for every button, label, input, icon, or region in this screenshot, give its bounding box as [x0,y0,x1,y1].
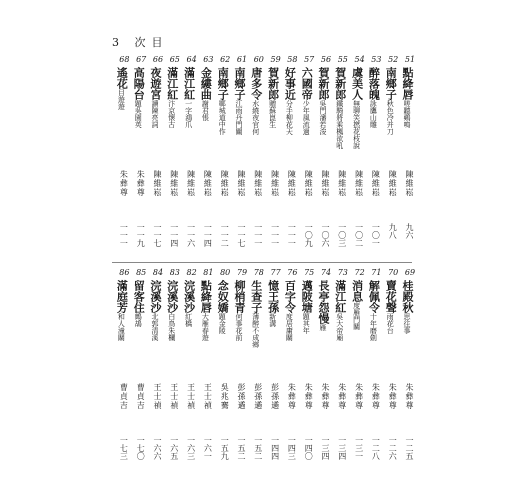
entry-author: 陳維崧 [388,170,398,197]
entry-number: 86 [119,268,130,277]
entry-number: 85 [136,268,147,277]
entry-author: 朱彝尊 [321,383,330,410]
entry-number: 73 [337,268,348,277]
entry-number: 67 [136,55,147,64]
entry-author: 陳維崧 [337,170,347,197]
entry-number: 82 [186,268,197,277]
entry-subtitle: 鐵騎將乘楓欲吼 [335,100,344,149]
entry-page-number: 一一二 [220,223,230,247]
entry-title [301,67,312,135]
toc-entry[interactable] [250,268,268,468]
entry-tune-name: 南鄉子 [216,67,230,100]
entry-page-number: 一七〇 [136,436,146,460]
entry-author: 陳維崧 [153,170,162,197]
entry-title [133,67,144,128]
entry-title [184,67,195,128]
toc-entry[interactable] [317,268,335,468]
entry-subtitle: 北郭清溪 [151,313,159,341]
toc-entry[interactable] [351,268,369,468]
toc-entry[interactable] [233,55,251,255]
entry-author: 王士禎 [169,383,179,410]
entry-number: 75 [304,268,315,277]
entry-title [251,67,262,135]
entry-number: 60 [253,55,264,64]
toc-entry[interactable] [199,268,217,468]
entry-tune-name: 浣溪沙 [149,280,162,313]
entry-author: 朱彝尊 [304,383,314,410]
entry-number: 71 [371,268,382,277]
toc-entry[interactable] [300,268,318,468]
entry-page-number: 一一四 [203,223,213,247]
entry-number: 77 [270,268,281,277]
entry-title [167,67,178,128]
entry-author: 朱彝尊 [287,383,297,410]
entry-title [402,67,413,128]
entry-author: 朱彝尊 [337,383,347,410]
entry-page-number: 一七三 [119,436,129,460]
entry-page-number: 一四〇 [304,436,314,460]
entry-page-number: 一五二 [253,436,263,460]
entry-tune-name: 滿庭芳 [115,280,129,313]
toc-entry[interactable] [300,55,318,255]
entry-tune-name: 點絳唇 [199,280,213,313]
entry-title [234,67,245,135]
entry-number: 55 [337,55,348,64]
entry-page-number: 一四三 [287,436,297,460]
entry-tune-name: 夜遊宮 [149,67,162,100]
entry-title [268,280,279,327]
entry-number: 61 [236,55,248,64]
entry-title [217,280,228,334]
entry-author: 朱彝尊 [371,383,381,410]
entry-number: 72 [354,268,365,277]
entry-author: 陳維崧 [371,170,381,197]
entry-title [368,280,379,341]
entry-author: 陳維崧 [203,170,213,197]
entry-title [318,280,329,331]
entry-number: 66 [152,55,164,64]
entry-author: 陳維崧 [237,170,246,197]
entry-tune-name: 好事近 [283,67,297,100]
entry-title [368,67,379,128]
entry-page-number: 一二八 [371,436,381,460]
entry-title [133,280,144,327]
entry-author: 陳維崧 [169,170,179,197]
entry-tune-name: 解佩令 [367,280,381,313]
toc-entry[interactable] [183,268,201,468]
toc-entry[interactable] [351,55,369,255]
entry-title [200,280,211,341]
entry-tune-name: 念奴嬌 [216,280,230,313]
toc-entry[interactable] [267,268,285,468]
entry-tune-name: 浣溪沙 [182,280,196,313]
entry-page-number: 九六 [405,223,414,239]
toc-entry[interactable] [233,268,251,468]
toc-entry[interactable] [250,55,268,255]
entry-page-number: 一〇九 [304,223,314,247]
toc-entry[interactable] [384,55,402,255]
entry-author: 王士禎 [186,383,196,410]
toc-entry[interactable] [283,55,301,255]
entry-title [251,280,262,348]
entry-author: 王士禎 [203,383,213,410]
toc-entry[interactable] [283,268,301,468]
entry-subtitle: 度居庸關 [285,313,294,341]
entry-title [284,67,295,135]
entry-tune-name: 長亭怨慢 [317,280,330,324]
entry-number: 80 [220,268,231,277]
entry-title [385,67,396,135]
entry-author: 朱彝尊 [354,383,364,410]
toc-entry[interactable] [183,55,201,255]
entry-number: 58 [287,55,298,64]
entry-tune-name: 高陽台 [132,67,146,100]
entry-subtitle: 薄醉不成鄉 [251,313,260,348]
entry-tune-name: 浣溪沙 [165,280,179,313]
entry-page-number: 一一九 [136,223,146,247]
entry-subtitle: 分手柳花天 [285,100,294,135]
entry-author: 陳維崧 [321,170,330,197]
entry-number: 79 [236,268,248,277]
entry-page-number: 一五九 [220,436,230,460]
entry-number: 70 [388,268,399,277]
entry-number: 64 [186,55,197,64]
entry-author: 曹貞吉 [119,383,129,410]
toc-entry[interactable] [132,55,150,255]
entry-page-number: 一三四 [337,436,347,460]
entry-author: 彭孫遹 [253,383,263,410]
entry-subtitle: 白鳥朱欄 [167,313,176,341]
entry-page-number: 一〇二 [354,223,364,247]
entry-subtitle: 汴京懷古 [167,100,176,128]
entry-tune-name: 憶王孫 [266,280,280,313]
entry-page-number: 一二六 [388,436,398,460]
entry-tune-name: 賀新郎 [317,67,330,100]
toc-entry[interactable] [149,268,167,468]
entry-title [116,280,127,341]
entry-subtitle: 何事花前 [235,313,243,341]
entry-tune-name: 滿江紅 [165,67,179,100]
entry-page-number: 一〇三 [337,223,347,247]
entry-author: 王士禎 [153,383,162,410]
entry-tune-name: 賀新郎 [333,67,347,100]
entry-subtitle: 水繞夜官何 [251,100,260,135]
toc-entry[interactable] [317,55,335,255]
entry-title [116,67,127,110]
entry-number: 56 [320,55,332,64]
entry-subtitle: 新溝 [268,313,277,327]
toc-entry[interactable] [367,268,385,468]
entry-number: 78 [253,268,264,277]
entry-author: 陳維崧 [287,170,297,197]
toc-entry[interactable] [166,268,184,468]
page-header: 3 次目 [112,36,169,49]
toc-entry[interactable] [115,55,133,255]
entry-author: 朱彝尊 [388,383,398,410]
toc-entry[interactable] [367,55,385,255]
entry-author: 朱彝尊 [405,383,414,410]
toc-entry[interactable] [334,268,352,468]
entry-subtitle: 度雁門關 [352,302,361,330]
toc-entry[interactable] [401,268,419,468]
entry-subtitle: 思往事 [403,313,411,334]
entry-subtitle: 吳門瀋若浚 [319,100,327,135]
entry-number: 53 [371,55,382,64]
entry-page-number: 一一一 [287,223,297,247]
entry-title [184,280,195,327]
entry-subtitle: 題金陵 [218,313,227,334]
entry-title [150,67,161,128]
entry-page-number: 一一四 [169,223,179,247]
entry-subtitle: 詠鷹山雕 [369,100,378,128]
entry-subtitle: 吳大帝廟 [335,313,344,341]
entry-number: 81 [203,268,214,277]
row-divider [112,262,412,263]
entry-author: 陳維崧 [304,170,314,197]
toc-entry[interactable] [166,55,184,255]
entry-tune-name: 唐多令 [249,67,263,100]
toc-entry[interactable] [216,55,234,255]
entry-title [268,67,279,128]
entry-page-number: 一一七 [237,223,246,247]
entry-subtitle: 目遊遊 [117,89,126,110]
entry-page-number: 一一七 [153,223,162,247]
entry-tune-name: 南鄉子 [233,67,246,100]
entry-tune-name: 邁陂塘 [300,280,314,313]
entry-page-number: 一一一 [119,223,129,247]
entry-tune-name: 柳梢青 [233,280,246,313]
entry-title [352,67,363,149]
entry-author: 吳兆騫 [220,383,230,410]
entry-subtitle: 雁 [319,324,327,331]
entry-author: 陳維崧 [405,170,414,197]
entry-page-number: 一三四 [321,436,330,460]
entry-subtitle: 嗟聽鷄鳴 [403,100,411,128]
entry-page-number: 一一六 [186,223,196,247]
entry-page-number: 一三一 [354,436,364,460]
toc-entry[interactable] [267,55,285,255]
entry-page-number: 一六一 [203,436,213,460]
entry-subtitle: 紅橋 [184,313,193,327]
toc-entry[interactable] [401,55,419,255]
entry-tune-name: 虞美人 [350,67,364,100]
entry-number: 57 [304,55,315,64]
entry-author: 彭孫遹 [270,383,280,410]
entry-subtitle: 大雁春遊 [201,313,210,341]
entry-subtitle: 和人潼關 [117,313,126,341]
entry-number: 63 [203,55,214,64]
entry-page-number: 一〇一 [371,223,381,247]
entry-subtitle: 少年風流過 [302,100,311,135]
entry-tune-name: 留客住 [132,280,146,313]
entry-title [352,280,363,330]
entry-page-number: 一〇六 [321,223,330,247]
entry-tune-name: 六國帝 [300,67,314,100]
entry-subtitle: 一字鴻爪 [184,100,193,128]
entry-title [335,280,346,341]
toc-entry[interactable] [199,55,217,255]
entry-number: 62 [220,55,231,64]
entry-subtitle: 謝君悵 [201,100,210,121]
entry-author: 陳維崧 [270,170,280,197]
entry-tune-name: 滿江紅 [182,67,196,100]
entry-author: 陳維崧 [354,170,364,197]
entry-number: 59 [270,55,281,64]
entry-number: 69 [404,268,416,277]
entry-number: 65 [169,55,180,64]
entry-subtitle: 江雨丹門關 [235,100,243,135]
entry-page-number: 一四四 [270,436,280,460]
entry-page-number: 一五二 [237,436,246,460]
entry-page-number: 一六五 [169,436,179,460]
entry-title [167,280,178,341]
entry-tune-name: 消息 [350,280,364,302]
entry-subtitle: 題吳園英 [134,100,143,128]
entry-author: 陳維崧 [220,170,230,197]
entry-title [150,280,161,341]
entry-number: 51 [404,55,416,64]
entry-page-number: 一二五 [405,436,414,460]
entry-subtitle: 讀陳亮詞 [151,100,159,128]
entry-subtitle: 題其年 [302,313,311,334]
entry-author: 曹貞吉 [136,383,146,410]
entry-tune-name: 生查子 [249,280,263,313]
toc-entry[interactable] [216,268,234,468]
entry-subtitle: 十年磨劍 [369,313,378,341]
entry-number: 54 [354,55,365,64]
entry-number: 83 [169,268,180,277]
entry-tune-name: 金縷曲 [199,67,213,100]
entry-page-number: 一六三 [186,436,196,460]
entry-tune-name: 醉落魄 [367,67,381,100]
entry-tune-name: 點絳唇 [401,67,414,100]
entry-author: 朱彝尊 [136,170,146,197]
entry-number: 74 [320,268,332,277]
entry-number: 76 [287,268,298,277]
entry-tune-name: 遙花 [115,67,129,89]
entry-author: 朱彝尊 [119,170,129,197]
entry-title [318,67,329,135]
entry-tune-name: 桂殿秋 [401,280,414,313]
toc-entry[interactable] [384,268,402,468]
entry-title [200,67,211,121]
entry-title [402,280,413,334]
entry-page-number: 一一一 [270,223,280,247]
entry-page-number: 一六六 [153,436,162,460]
entry-tune-name: 百字令 [283,280,297,313]
entry-author: 彭孫遹 [237,383,246,410]
entry-author: 陳維崧 [253,170,263,197]
entry-subtitle: 雨花台 [386,313,395,334]
entry-title [234,280,245,341]
entry-page-number: 九八 [388,223,398,239]
entry-subtitle: 贈蘇崑生 [268,100,277,128]
entry-tune-name: 賀新郎 [266,67,280,100]
toc-entry[interactable] [115,268,133,468]
entry-subtitle: 無聊笑撚花枝說 [352,100,361,149]
entry-subtitle: 鄆城道中作 [218,100,227,135]
toc-entry[interactable] [149,55,167,255]
entry-subtitle: 秋色冷并刀 [386,100,395,135]
entry-number: 84 [152,268,164,277]
entry-title [217,67,228,135]
entry-title [335,67,346,149]
entry-number: 68 [119,55,130,64]
entry-tune-name: 賣花聲 [384,280,398,313]
entry-title [284,280,295,341]
entry-page-number: 一一一 [253,223,263,247]
entry-subtitle: 鷓鴣 [134,313,143,327]
entry-author: 陳維崧 [186,170,196,197]
entry-number: 52 [388,55,399,64]
entry-tune-name: 滿江紅 [333,280,347,313]
entry-tune-name: 南鄉子 [384,67,398,100]
toc-entry[interactable] [334,55,352,255]
entry-title [301,280,312,334]
toc-entry[interactable] [132,268,150,468]
entry-title [385,280,396,334]
